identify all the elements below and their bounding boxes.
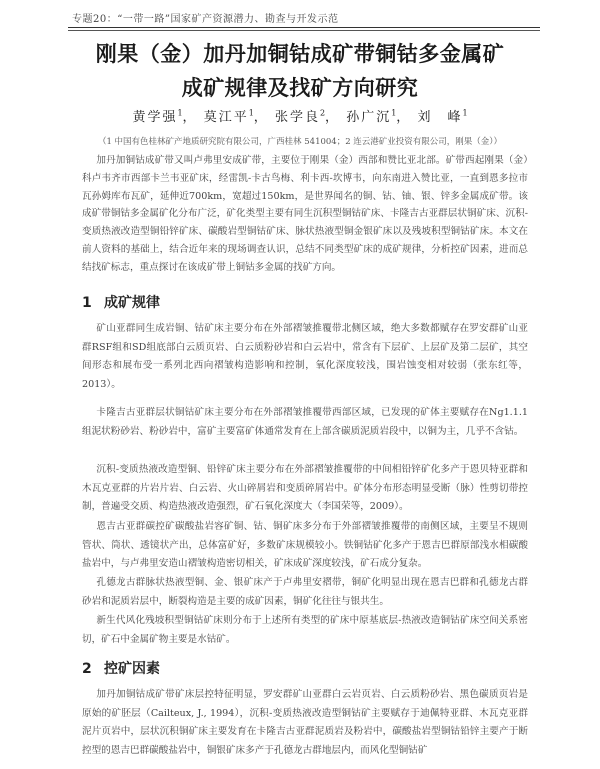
body-paragraph: 加丹加铜钴成矿带矿床层控特征明显，罗安群矿山亚群白云岩页岩、白云质粉砂岩、黑色碳质页岩是原始的矿胚层（Cailteux, J., 1994），沉积-变质热液改造型铜钴矿主要赋存于迪佩特亚群、木瓦克亚群泥片页岩中，层状沉积铜矿床主要发育在卡隆吉古亚群泥质岩及粉岩中，碳酸盐岩型铜钴铅锌主要产于断控型的恩吉巴群碳酸盐岩中，铜银矿床多产于孔德龙古群地层内，而风化型铜钴矿 (82, 689, 528, 756)
author-name: 张学良 (274, 110, 320, 125)
body-paragraph: 新生代风化残坡积型铜钴矿床则分布于上述所有类型的矿床中原基底层-热液改造铜钴矿床空间关系密切，矿石中金属矿物主要是水钴矿。 (82, 615, 528, 645)
section-title: 成矿规律 (104, 295, 160, 311)
body-paragraph: 孔德龙古群脉状热液型铜、金、银矿床产于卢弗里安褶带，铜矿化明显出现在恩吉巴群和孔德龙古群砂岩和泥质岩层中，断裂构造是主要的成矿因素，铜矿化往往与银共生。 (82, 577, 528, 607)
body-paragraph: 矿山亚群同生成岩铜、钴矿床主要分布在外部褶皱推覆带北侧区域，绝大多数都赋存在罗安群矿山亚群RSF组和SD组底部白云质页岩、白云质粉砂岩和白云岩中，常含有下层矿、上层矿及第二层矿，其空间形态和展布受一系列北西向褶皱构造影响和控制，氧化深度较浅，围岩蚀变相对较弱（张东红等，2013）。 (82, 323, 528, 390)
paper-title-line-2: 成矿规律及找矿方向研究 (181, 76, 419, 100)
author-affiliation-mark: 2 (319, 108, 326, 118)
section-number: 2 (82, 661, 92, 677)
body-paragraph: 沉积-变质热液改造型铜、铅锌矿床主要分布在外部褶皱推覆带的中间相铅锌矿化多产于恩贝特亚群和木瓦克亚群的片岩片岩、白云岩、火山碎屑岩和变质碎屑岩中。矿体分布形态明显受断（脉）性剪切带控制，普遍受交质、构造热液改造强烈，矿石氧化深度大（李国荣等，2009）。 (82, 464, 528, 513)
body-paragraph: 卡隆吉古亚群层状铜钴矿床主要分布在外部褶皱推覆带西部区域，已发现的矿体主要赋存在Ng1.1.1组泥状粉砂岩、粉砂岩中，富矿主要富矿体通常发育在上部含碳质泥质岩段中，以铜为主，几乎不含钴。 (82, 407, 528, 437)
section-title: 控矿因素 (104, 661, 160, 677)
author-name: 刘 峰 (417, 110, 463, 125)
author-list: 黄学强$^1$， 莫江平$^1$， 张学良$^2$， 孙广沉$^1$， 刘 峰$^1$ (132, 108, 468, 125)
section-heading-2 (82, 658, 160, 678)
affiliation: （1 中国有色桂林矿产地质研究院有限公司，广西桂林 541004；2 连云港矿业投资有限公司，刚果（金）） (97, 137, 503, 147)
author-affiliation-mark: 1 (391, 108, 397, 118)
abstract: 加丹加铜钴成矿带又叫卢弗里安成矿带，主要位于刚果（金）西部和赞比亚北部。矿带西起刚果（金）科卢韦齐市西部卡兰韦亚矿床，经雷凯-卡古鸟梅、利卡西-坎博韦，向东南进入赞比亚，一直到恩多拉市瓦孙姆库布瓦矿，延伸近700km，宽超过150km，是世界闻名的铜、钴、铀、银、锌多金属成矿带。该成矿带铜钴多金属矿化分布广泛，矿化类型主要有同生沉积型铜钴矿床、卡隆吉古亚群层状铜矿床、沉积-变质热液改造型铜铅锌矿床、碳酸岩型铜钴矿床、脉状热液型铜金银矿床以及残坡积型铜钴矿床。本文在前人资料的基础上，结合近年来的现场调查认识，总结不同类型矿床的成矿规律，分析控矿因素，进而总结找矿标志，重点探讨在该成矿带上铜钴多金属的找矿方向。 (82, 155, 528, 273)
paper-title-line-1: 刚果（金）加丹加铜钴成矿带铜钴多金属矿 (95, 42, 505, 66)
header-rule-thin (68, 30, 540, 31)
author-affiliation-mark: 1 (462, 108, 468, 118)
author-name: 孙广沉 (346, 110, 392, 125)
author-name: 莫江平 (203, 110, 249, 125)
section-number: 1 (82, 295, 92, 311)
header-rule (68, 27, 540, 28)
author-name: 黄学强 (132, 110, 178, 125)
section-heading-1 (82, 292, 160, 312)
running-head: 专题20：“一带一路”国家矿产资源潜力、勘查与开发示范 (72, 14, 339, 25)
author-affiliation-mark: 1 (248, 108, 254, 118)
body-paragraph: 恩吉古亚群碳控矿碳酸盐岩容矿铜、钴、铜矿床多分布于外部褶皱推覆带的南侧区域，主要呈不规则管状、筒状、透镜状产出，总体富矿好，多数矿床规模较小。铁铜钴矿化多产于恩吉巴群原部浅水相碳酸盐岩中，与卢弗里安造山褶皱构造密切相关，矿床成矿深度较浅，矿石成分复杂。 (82, 521, 528, 570)
author-affiliation-mark: 1 (177, 108, 183, 118)
